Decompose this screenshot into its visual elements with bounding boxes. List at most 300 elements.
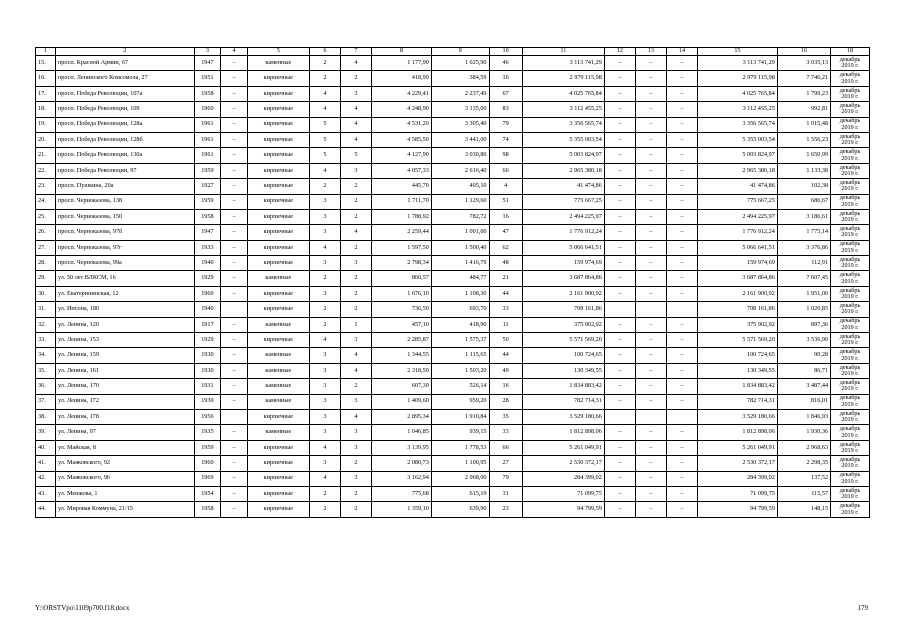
table-cell: 26. <box>36 225 56 240</box>
table-cell: 5 571 569,20 <box>697 333 777 348</box>
table-cell: каменные <box>247 379 309 394</box>
table-cell: – <box>604 102 635 117</box>
column-number-header: 9 <box>431 48 489 56</box>
table-row <box>36 86 870 101</box>
deadline-month: декабрь <box>839 302 861 310</box>
table-cell: – <box>635 194 666 209</box>
table-cell: 3 <box>309 256 340 271</box>
deadline-year: 2019 г. <box>841 308 859 316</box>
table-cell: 94 799,59 <box>522 502 604 517</box>
deadline-month: декабрь <box>839 71 861 79</box>
table-cell: – <box>221 148 248 163</box>
table-cell: – <box>635 86 666 101</box>
table-cell: 2 <box>340 456 371 471</box>
deadline-cell <box>831 56 870 71</box>
table-cell: – <box>221 71 248 86</box>
table-cell <box>604 409 635 424</box>
table-cell: – <box>604 209 635 224</box>
address-cell: ул. 50 лет ВЛКСМ, 16 <box>55 271 194 286</box>
table-cell: – <box>666 425 697 440</box>
table-cell: 418,99 <box>371 71 431 86</box>
table-cell: – <box>604 132 635 147</box>
table-cell: – <box>221 471 248 486</box>
table-cell: 4 057,33 <box>371 163 431 178</box>
deadline-cell <box>831 117 870 132</box>
table-cell: 1 930,36 <box>777 425 830 440</box>
table-cell: – <box>635 440 666 455</box>
table-cell: 1 100,95 <box>431 456 489 471</box>
table-row <box>36 225 870 240</box>
deadline-cell <box>831 348 870 363</box>
table-cell: 775,68 <box>371 486 431 501</box>
table-cell: 3 <box>340 256 371 271</box>
table-cell: 1940 <box>194 256 221 271</box>
table-cell: – <box>604 271 635 286</box>
table-cell: – <box>221 271 248 286</box>
deadline-year: 2019 г. <box>841 185 859 193</box>
table-cell: 2 <box>309 271 340 286</box>
table-cell: кирпичные <box>247 225 309 240</box>
table-cell: 2 798,34 <box>371 256 431 271</box>
table-cell: 484,77 <box>431 271 489 286</box>
table-cell: 48 <box>489 256 522 271</box>
deadline-month: декабрь <box>839 55 861 63</box>
table-cell: 1 812 898,06 <box>522 425 604 440</box>
table-cell: 137,52 <box>777 471 830 486</box>
table-cell: – <box>666 163 697 178</box>
table-cell: 67 <box>489 86 522 101</box>
table-cell: 83 <box>489 102 522 117</box>
deadline-year: 2019 г. <box>841 493 859 501</box>
deadline-month: декабрь <box>839 409 861 417</box>
table-cell: 2 494 225,97 <box>522 209 604 224</box>
deadline-year: 2019 г. <box>841 339 859 347</box>
table-cell: – <box>604 440 635 455</box>
housing-table <box>35 47 870 518</box>
table-cell: кирпичные <box>247 333 309 348</box>
deadline-year: 2019 г. <box>841 62 859 70</box>
table-cell: 2 298,35 <box>777 456 830 471</box>
table-cell: 736,50 <box>371 302 431 317</box>
table-cell: – <box>604 194 635 209</box>
table-cell: 86,71 <box>777 363 830 378</box>
deadline-year: 2019 г. <box>841 216 859 224</box>
table-cell: 1947 <box>194 225 221 240</box>
column-number-header: 10 <box>489 48 522 56</box>
table-cell: 4 <box>340 117 371 132</box>
table-cell: 21. <box>36 148 56 163</box>
table-cell: 159 974,69 <box>697 256 777 271</box>
deadline-year: 2019 г. <box>841 354 859 362</box>
deadline-cell <box>831 256 870 271</box>
table-cell: 1 846,93 <box>777 409 830 424</box>
table-cell: 102,38 <box>777 179 830 194</box>
table-cell: 3 <box>309 225 340 240</box>
table-cell: – <box>635 286 666 301</box>
table-cell: – <box>666 56 697 71</box>
deadline-cell <box>831 71 870 86</box>
table-cell: – <box>666 394 697 409</box>
table-cell: – <box>635 363 666 378</box>
deadline-month: декабрь <box>839 101 861 109</box>
table-cell: – <box>221 179 248 194</box>
table-cell: 22. <box>36 163 56 178</box>
table-cell: 1 025,90 <box>431 56 489 71</box>
table-cell: – <box>604 286 635 301</box>
table-cell: 4 229,41 <box>371 86 431 101</box>
address-cell: ул. Маяковского, 92 <box>55 456 194 471</box>
table-cell: 3 <box>340 163 371 178</box>
table-cell: 5 571 569,20 <box>522 333 604 348</box>
table-row <box>36 163 870 178</box>
table-row <box>36 209 870 224</box>
table-cell: 2 <box>309 486 340 501</box>
table-cell: 4 <box>340 132 371 147</box>
deadline-year: 2019 г. <box>841 293 859 301</box>
column-number-row <box>36 48 870 56</box>
column-number-header: 3 <box>194 48 221 56</box>
table-cell: каменные <box>247 363 309 378</box>
deadline-month: декабрь <box>839 440 861 448</box>
table-cell: 3 <box>340 471 371 486</box>
table-cell: 1951 <box>194 71 221 86</box>
table-cell: 47 <box>489 225 522 240</box>
column-number-header: 7 <box>340 48 371 56</box>
address-cell: просп. Черноказова, 99а <box>55 256 194 271</box>
address-cell: просп. Красной Армии, 67 <box>55 56 194 71</box>
table-cell: кирпичные <box>247 86 309 101</box>
table-cell: – <box>635 317 666 332</box>
table-cell: 3 <box>340 394 371 409</box>
table-cell: – <box>666 102 697 117</box>
deadline-year: 2019 г. <box>841 370 859 377</box>
table-cell: 5 003 824,97 <box>522 148 604 163</box>
deadline-cell <box>831 394 870 409</box>
table-cell: 100 724,65 <box>697 348 777 363</box>
table-cell: 284 399,02 <box>522 471 604 486</box>
table-cell: – <box>604 71 635 86</box>
table-cell: 1 575,37 <box>431 333 489 348</box>
table-cell: – <box>604 317 635 332</box>
table-cell: 2 285,87 <box>371 333 431 348</box>
table-cell: 1 500,40 <box>431 240 489 255</box>
table-cell: 615,19 <box>431 486 489 501</box>
table-cell: 19. <box>36 117 56 132</box>
table-cell: 1 129,60 <box>431 194 489 209</box>
table-cell: 1935 <box>194 425 221 440</box>
table-cell: 384,59 <box>431 71 489 86</box>
table-cell: – <box>635 163 666 178</box>
table-cell: – <box>666 194 697 209</box>
table-cell: 693,70 <box>431 302 489 317</box>
table-cell: 4 <box>309 240 340 255</box>
table-cell: – <box>221 317 248 332</box>
table-cell: – <box>635 102 666 117</box>
table-cell: 1 711,70 <box>371 194 431 209</box>
table-cell: 71 099,75 <box>522 486 604 501</box>
deadline-cell <box>831 86 870 101</box>
table-cell: 4 <box>309 102 340 117</box>
table-cell: 3 113 741,29 <box>522 56 604 71</box>
table-row <box>36 471 870 486</box>
column-number-header: 12 <box>604 48 635 56</box>
table-cell: 445,70 <box>371 179 431 194</box>
table-cell: – <box>666 379 697 394</box>
table-cell: 31 <box>489 486 522 501</box>
address-cell: просп. Победа Революции, 109 <box>55 102 194 117</box>
table-cell: – <box>635 148 666 163</box>
table-cell: 1956 <box>194 409 221 424</box>
table-cell: 2 895,34 <box>371 409 431 424</box>
document-path: Y:\ORSTVpo\1109p700.f18.docx <box>35 604 130 612</box>
table-cell: 94 799,59 <box>697 502 777 517</box>
table-cell: 3 <box>309 394 340 409</box>
table-cell: 1927 <box>194 179 221 194</box>
table-cell <box>635 409 666 424</box>
table-cell: 3 113 741,29 <box>697 56 777 71</box>
table-cell: 1958 <box>194 209 221 224</box>
table-cell: – <box>604 502 635 517</box>
table-cell: 2 <box>340 379 371 394</box>
table-cell: 3 <box>309 425 340 440</box>
table-row <box>36 256 870 271</box>
table-row <box>36 502 870 517</box>
table-cell: – <box>635 502 666 517</box>
table-cell: 18. <box>36 102 56 117</box>
table-cell: – <box>221 486 248 501</box>
table-cell: 44 <box>489 286 522 301</box>
table-cell: – <box>666 209 697 224</box>
table-cell: кирпичные <box>247 256 309 271</box>
table-cell: – <box>604 425 635 440</box>
table-cell: кирпичные <box>247 179 309 194</box>
table-cell: 4 248,90 <box>371 102 431 117</box>
table-cell: – <box>666 240 697 255</box>
table-cell: 1961 <box>194 117 221 132</box>
table-cell: 1 778,53 <box>431 440 489 455</box>
table-cell: 4 <box>309 86 340 101</box>
table-cell: 4 <box>340 348 371 363</box>
deadline-cell <box>831 379 870 394</box>
deadline-year: 2019 г. <box>841 108 859 116</box>
table-cell: 2 530 372,17 <box>697 456 777 471</box>
table-cell: – <box>666 456 697 471</box>
table-cell: – <box>221 102 248 117</box>
table-cell: 3 135,00 <box>431 102 489 117</box>
table-cell: 41. <box>36 456 56 471</box>
table-cell: – <box>221 286 248 301</box>
table-cell: 1930 <box>194 394 221 409</box>
table-cell <box>666 302 697 317</box>
deadline-cell <box>831 271 870 286</box>
table-cell: кирпичные <box>247 471 309 486</box>
table-cell: 1 776 912,24 <box>522 225 604 240</box>
table-cell: 3 687 864,86 <box>522 271 604 286</box>
table-cell: 3 186,61 <box>777 209 830 224</box>
deadline-month: декабрь <box>839 271 861 279</box>
table-cell: 42. <box>36 471 56 486</box>
table-cell: 782 714,31 <box>697 394 777 409</box>
table-cell: 27 <box>489 456 522 471</box>
table-cell: 708 161,86 <box>522 302 604 317</box>
address-cell: ул. Екатерининская, 12 <box>55 286 194 301</box>
table-cell: 686,67 <box>777 194 830 209</box>
deadline-year: 2019 г. <box>841 139 859 147</box>
table-cell: 3 <box>340 86 371 101</box>
deadline-cell <box>831 302 870 317</box>
table-cell: 3 356 565,74 <box>522 117 604 132</box>
table-cell: 39. <box>36 425 56 440</box>
column-number-header: 13 <box>635 48 666 56</box>
table-cell: – <box>221 363 248 378</box>
address-cell: просп. Черноказова, 150 <box>55 209 194 224</box>
table-cell: 41 474,86 <box>697 179 777 194</box>
address-cell: ул. Ленина, 97 <box>55 425 194 440</box>
address-cell: просп. Победа Революции, 107а <box>55 86 194 101</box>
table-cell: – <box>666 71 697 86</box>
table-cell: 3 035,13 <box>777 56 830 71</box>
deadline-cell <box>831 225 870 240</box>
table-cell: 2 979 115,98 <box>697 71 777 86</box>
deadline-month: декабрь <box>839 240 861 248</box>
deadline-year: 2019 г. <box>841 231 859 239</box>
table-cell: – <box>604 56 635 71</box>
table-cell: 44. <box>36 502 56 517</box>
table-cell: 5 003 824,97 <box>697 148 777 163</box>
table-cell: – <box>635 240 666 255</box>
deadline-month: декабрь <box>839 348 861 356</box>
deadline-month: декабрь <box>839 148 861 156</box>
deadline-year: 2019 г. <box>841 477 859 485</box>
deadline-cell <box>831 333 870 348</box>
table-cell: 3 356 565,74 <box>697 117 777 132</box>
table-row <box>36 240 870 255</box>
table-cell: – <box>221 256 248 271</box>
table-cell: 418,90 <box>431 317 489 332</box>
table-cell: 100 724,65 <box>522 348 604 363</box>
table-cell: 4 <box>309 440 340 455</box>
table-cell: 62 <box>489 240 522 255</box>
table-cell: 782,72 <box>431 209 489 224</box>
table-cell: – <box>604 240 635 255</box>
address-cell: просп. Ленинского Комсомола, 27 <box>55 71 194 86</box>
table-cell: – <box>666 271 697 286</box>
table-cell: 130 349,55 <box>697 363 777 378</box>
deadline-month: декабрь <box>839 394 861 402</box>
table-cell <box>604 302 635 317</box>
address-cell: ул. Ленина, 120 <box>55 317 194 332</box>
table-cell: 33 <box>489 302 522 317</box>
deadline-cell <box>831 425 870 440</box>
table-cell: 66 <box>489 440 522 455</box>
column-number-header: 1 <box>36 48 56 56</box>
table-cell: кирпичные <box>247 502 309 517</box>
deadline-cell <box>831 409 870 424</box>
table-cell: 3 <box>340 440 371 455</box>
deadline-month: декабрь <box>839 209 861 217</box>
table-cell: 4 <box>309 163 340 178</box>
deadline-month: декабрь <box>839 178 861 186</box>
table-cell: 7 607,45 <box>777 271 830 286</box>
address-cell: просп. Победа Революции, 97 <box>55 163 194 178</box>
deadline-month: декабрь <box>839 486 861 494</box>
table-cell: 4 <box>340 56 371 71</box>
table-cell: 2 965 380,18 <box>697 163 777 178</box>
address-cell: ул. Менжова, 1 <box>55 486 194 501</box>
table-cell: 4 <box>489 179 522 194</box>
table-cell: 3 441,00 <box>431 132 489 147</box>
table-cell: 20. <box>36 132 56 147</box>
deadline-year: 2019 г. <box>841 277 859 285</box>
table-cell: 16 <box>489 71 522 86</box>
deadline-year: 2019 г. <box>841 123 859 131</box>
table-cell: 2 <box>340 302 371 317</box>
table-cell: 7 746,21 <box>777 71 830 86</box>
table-cell: 2 <box>309 502 340 517</box>
address-cell: ул. Ленина, 159 <box>55 348 194 363</box>
table-cell: 2 979 115,98 <box>522 71 604 86</box>
table-cell: 1 799,23 <box>777 86 830 101</box>
table-row <box>36 286 870 301</box>
table-row <box>36 117 870 132</box>
table-cell: 2 968,63 <box>777 440 830 455</box>
table-cell: – <box>604 363 635 378</box>
table-cell: 2 <box>340 271 371 286</box>
table-cell: 1947 <box>194 56 221 71</box>
table-cell: – <box>604 256 635 271</box>
deadline-year: 2019 г. <box>841 431 859 439</box>
address-cell: просп. Черноказова, 138 <box>55 194 194 209</box>
table-row <box>36 194 870 209</box>
table-cell: 3 487,44 <box>777 379 830 394</box>
table-cell: – <box>666 117 697 132</box>
table-cell: кирпичные <box>247 302 309 317</box>
address-cell: ул. Мировая Коммуна, 21/15 <box>55 502 194 517</box>
table-cell: 1960 <box>194 286 221 301</box>
table-cell: 29. <box>36 271 56 286</box>
table-row <box>36 363 870 378</box>
table-cell: – <box>221 348 248 363</box>
deadline-cell <box>831 486 870 501</box>
table-cell: каменные <box>247 348 309 363</box>
table-cell: 50 <box>489 333 522 348</box>
table-cell: 16 <box>489 209 522 224</box>
table-cell: 708 161,86 <box>697 302 777 317</box>
table-cell: 79 <box>489 117 522 132</box>
table-cell: 112,91 <box>777 256 830 271</box>
table-cell: 66 <box>489 163 522 178</box>
table-cell: 1 556,23 <box>777 132 830 147</box>
table-cell: – <box>604 163 635 178</box>
table-cell: 1954 <box>194 486 221 501</box>
table-row <box>36 456 870 471</box>
table-cell: 639,90 <box>431 502 489 517</box>
column-number-header: 8 <box>371 48 431 56</box>
table-cell: 1961 <box>194 132 221 147</box>
address-cell: ул. Ленина, 161 <box>55 363 194 378</box>
table-cell: – <box>666 363 697 378</box>
table-cell: – <box>666 471 697 486</box>
deadline-month: декабрь <box>839 317 861 325</box>
table-cell: 44 <box>489 348 522 363</box>
table-cell: – <box>221 456 248 471</box>
deadline-cell <box>831 194 870 209</box>
table-cell: 32. <box>36 317 56 332</box>
table-cell: – <box>221 440 248 455</box>
table-cell: 38. <box>36 409 56 424</box>
table-cell: 1959 <box>194 440 221 455</box>
table-cell: 27. <box>36 240 56 255</box>
